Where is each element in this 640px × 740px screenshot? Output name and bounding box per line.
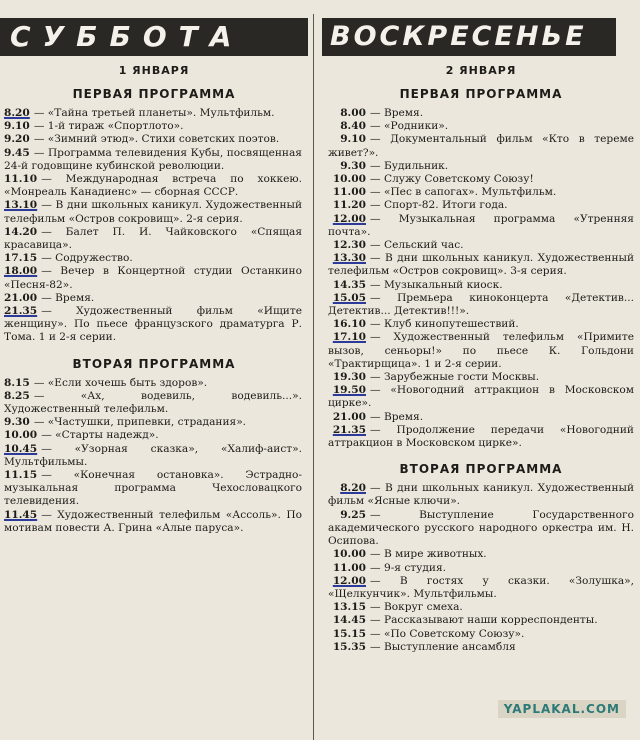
listing-entry <box>322 213 640 239</box>
listing-description: — Содружество. <box>41 252 133 265</box>
listing-description: — «Конечная остановка». Эстрадно-музыкальная программа Чехословацкого телевидения. <box>4 469 302 508</box>
listing-time: 8.15 <box>4 376 30 389</box>
listing-time: 12.30 <box>332 239 366 252</box>
listing-description: — Премьера киноконцерта «Детектив... Детектив... Детектив!!!». <box>328 291 634 318</box>
listing-description: — Рассказывают наши корреспонденты. <box>370 614 598 627</box>
listing-time: 14.45 <box>332 614 366 627</box>
listing-time-marked: 8.20 <box>4 107 30 119</box>
saturday-program2-list <box>0 377 308 535</box>
listing-time: 13.15 <box>332 601 366 614</box>
listing-time-marked: 19.50 <box>332 384 366 397</box>
sunday-program2-list <box>322 482 640 654</box>
listing-description: — Выступление Государственного академического русского народного оркестра им. Н. Осипова. <box>328 508 634 548</box>
listing-time: 11.15 <box>4 469 38 482</box>
listing-entry <box>322 252 640 278</box>
listing-description: — В дни школьных каникул. Художественный телефильм «Остров сокровищ». 3-я серия. <box>328 252 634 278</box>
listing-entry <box>322 575 640 601</box>
listing-description: — «Старты надежд». <box>41 429 159 442</box>
listing-time-marked: 8.20 <box>340 482 366 495</box>
listing-description: — Продолжение передачи «Новогодний аттракцион в Московском цирке». <box>328 423 634 450</box>
listing-entry <box>322 199 640 212</box>
listing-description: — Время. <box>41 291 95 304</box>
listing-time: 10.00 <box>4 429 38 442</box>
listing-entry <box>0 133 308 146</box>
listing-time-marked: 12.00 <box>332 212 366 225</box>
listing-description: — Время. <box>370 410 424 423</box>
listing-description: — 9-я студия. <box>370 561 446 574</box>
listing-entry <box>0 469 308 509</box>
listing-description: — Художественный телефильм «Примите вызов, сеньоры!» по пьесе К. Гольдони «Трактирщица». 1 и 2-я серии. <box>328 331 634 370</box>
listing-description: — В гостях у сказки. «Золушка», «Щелкунчик». Мультфильмы. <box>328 574 634 600</box>
listing-description: — Сельский час. <box>370 239 464 252</box>
listing-time-marked: 12.00 <box>332 574 366 587</box>
listing-description: — Музыкальная программа «Утренняя почта». <box>328 212 634 238</box>
listing-description: — «Пес в сапогах». Мультфильм. <box>370 186 557 199</box>
sunday-program1-heading: ПЕРВАЯ ПРОГРАММА <box>399 87 563 101</box>
listing-time: 9.45 <box>4 146 30 159</box>
listing-description: — Художественный фильм «Ищите женщину». По пьесе французского драматурга Р. Тома. 1 и 2-я серии. <box>4 305 302 344</box>
listing-time: 14.20 <box>4 225 38 238</box>
listing-entry <box>322 509 640 549</box>
column-divider <box>313 14 314 740</box>
listing-time: 16.10 <box>332 318 366 331</box>
saturday-program1-list <box>0 107 308 345</box>
listing-entry <box>322 133 640 159</box>
listing-time: 10.00 <box>332 173 366 186</box>
listing-entry <box>322 628 640 641</box>
listing-entry <box>322 424 640 450</box>
listing-time-marked: 13.30 <box>332 252 366 265</box>
listing-time-marked: 21.35 <box>4 305 38 318</box>
listing-description: — «Если хочешь быть здоров». <box>33 376 208 389</box>
listing-description: — «Узорная сказка», «Халиф-аист». Мультфильмы. <box>4 442 302 468</box>
listing-description: — Спорт-82. Итоги года. <box>370 199 508 212</box>
sunday-program2-heading: ВТОРАЯ ПРОГРАММА <box>399 462 563 477</box>
watermark: YAPLAKAL.COM <box>498 700 626 718</box>
listing-time: 9.30 <box>4 416 30 429</box>
listing-entry <box>322 120 640 133</box>
sunday-program1-list <box>322 107 640 450</box>
sunday-date: 2 ЯНВАРЯ <box>445 64 517 77</box>
listing-time-marked: 17.10 <box>332 331 366 344</box>
listing-entry <box>0 120 308 133</box>
listing-entry <box>0 429 308 442</box>
listing-time-marked: 13.10 <box>4 199 38 212</box>
listing-time-marked: 15.05 <box>332 291 366 304</box>
listing-description: — В мире животных. <box>370 548 487 561</box>
listing-time: 9.30 <box>340 159 366 172</box>
listing-time: 11.10 <box>4 173 38 186</box>
listing-description: — «Ах, водевиль, водевиль...». Художественный телефильм. <box>4 389 302 416</box>
listing-time: 15.15 <box>332 627 366 640</box>
listing-entry <box>322 331 640 371</box>
listing-entry <box>322 239 640 252</box>
listing-entry <box>0 416 308 429</box>
listing-time: 8.00 <box>340 107 366 119</box>
listing-time: 10.00 <box>332 548 366 561</box>
listing-entry <box>322 107 640 120</box>
listing-entry <box>0 377 308 390</box>
listing-time: 9.25 <box>340 508 366 521</box>
listing-entry <box>0 252 308 265</box>
listing-time-marked: 21.35 <box>332 423 366 436</box>
listing-description: — «Родники». <box>370 120 449 133</box>
listing-entry <box>0 390 308 416</box>
listing-description: — «Зимний этюд». Стихи советских поэтов. <box>33 133 280 146</box>
listing-entry <box>0 509 308 535</box>
saturday-program1-heading: ПЕРВАЯ ПРОГРАММА <box>72 87 236 101</box>
listing-time: 21.00 <box>4 291 38 304</box>
listing-time: 17.15 <box>4 252 38 265</box>
saturday-banner: СУББОТА <box>0 18 308 56</box>
listing-time: 21.00 <box>332 410 366 423</box>
listing-description: — «Новогодний аттракцион в Московском цирке». <box>328 384 634 410</box>
listing-time: 8.40 <box>340 120 366 133</box>
saturday-column <box>0 0 308 740</box>
saturday-date: 1 ЯНВАРЯ <box>118 64 190 77</box>
listing-description: — В дни школьных каникул. Художественный телефильм «Остров сокровищ». 2-я серия. <box>4 199 302 225</box>
listing-description: — Вечер в Концертной студии Останкино «Песня-82». <box>4 265 302 291</box>
listing-description: — 1-й тираж «Спортлото». <box>33 120 184 133</box>
listing-description: — Документальный фильм «Кто в тереме живет?». <box>328 133 634 159</box>
listing-entry <box>0 107 308 120</box>
listing-entry <box>322 411 640 424</box>
listing-time: 8.25 <box>4 389 30 402</box>
listing-entry <box>322 292 640 318</box>
listing-description: — Международная встреча по хоккею. «Монреаль Канадиенс» — сборная СССР. <box>4 173 302 199</box>
listing-description: — «Тайна третьей планеты». Мультфильм. <box>33 107 275 119</box>
listing-description: — «По Советскому Союзу». <box>370 627 525 640</box>
listing-description: — Время. <box>370 107 424 119</box>
listing-entry <box>0 147 308 173</box>
listing-description: — В дни школьных каникул. Художественный фильм «Ясные ключи». <box>328 482 634 508</box>
listing-time: 11.00 <box>332 186 366 199</box>
listing-entry <box>322 160 640 173</box>
listing-entry <box>322 614 640 627</box>
listing-entry <box>322 641 640 654</box>
listing-description: — Вокруг смеха. <box>370 601 463 614</box>
listing-entry <box>322 482 640 508</box>
listing-entry <box>322 601 640 614</box>
listing-description: — Выступление ансамбля <box>370 640 516 653</box>
listing-description: — «Частушки, припевки, страдания». <box>33 416 247 429</box>
listing-description: — Клуб кинопутешествий. <box>370 318 519 331</box>
listing-entry <box>0 265 308 291</box>
listing-entry <box>322 279 640 292</box>
listing-entry <box>322 371 640 384</box>
listing-time: 9.10 <box>340 133 366 146</box>
listing-entry <box>0 173 308 199</box>
listing-description: — Служу Советскому Союзу! <box>370 173 534 186</box>
listing-time-marked: 11.45 <box>4 508 38 521</box>
listing-description: — Зарубежные гости Москвы. <box>370 371 540 384</box>
listing-time: 11.20 <box>332 199 366 212</box>
listing-time: 15.35 <box>332 640 366 653</box>
listing-entry <box>322 384 640 410</box>
listing-entry <box>322 186 640 199</box>
listing-description: — Будильник. <box>370 159 449 172</box>
listing-time: 9.20 <box>4 133 30 146</box>
listing-description: — Программа телевидения Кубы, посвященная 24-й годовщине кубинской революции. <box>4 146 302 172</box>
saturday-program2-heading: ВТОРАЯ ПРОГРАММА <box>72 356 236 371</box>
listing-entry <box>0 443 308 469</box>
listing-time: 9.10 <box>4 120 30 133</box>
listing-time: 11.00 <box>332 561 366 574</box>
listing-entry <box>322 173 640 186</box>
listing-entry <box>322 548 640 561</box>
listing-time-marked: 10.45 <box>4 442 38 455</box>
listing-time: 14.35 <box>332 278 366 291</box>
listing-entry <box>0 199 308 225</box>
listing-description: — Художественный телефильм «Ассоль». По мотивам повести А. Грина «Алые паруса». <box>4 508 302 534</box>
sunday-column <box>322 0 640 740</box>
listing-entry <box>0 292 308 305</box>
listing-entry <box>0 226 308 252</box>
listing-description: — Музыкальный киоск. <box>370 278 503 291</box>
listing-entry <box>322 318 640 331</box>
listing-entry <box>0 305 308 345</box>
sunday-banner: ВОСКРЕСЕНЬЕ <box>322 18 616 56</box>
listing-time: 19.30 <box>332 371 366 384</box>
listing-description: — Балет П. И. Чайковского «Спящая красавица». <box>4 225 302 252</box>
listing-time-marked: 18.00 <box>4 265 38 278</box>
listing-entry <box>322 562 640 575</box>
